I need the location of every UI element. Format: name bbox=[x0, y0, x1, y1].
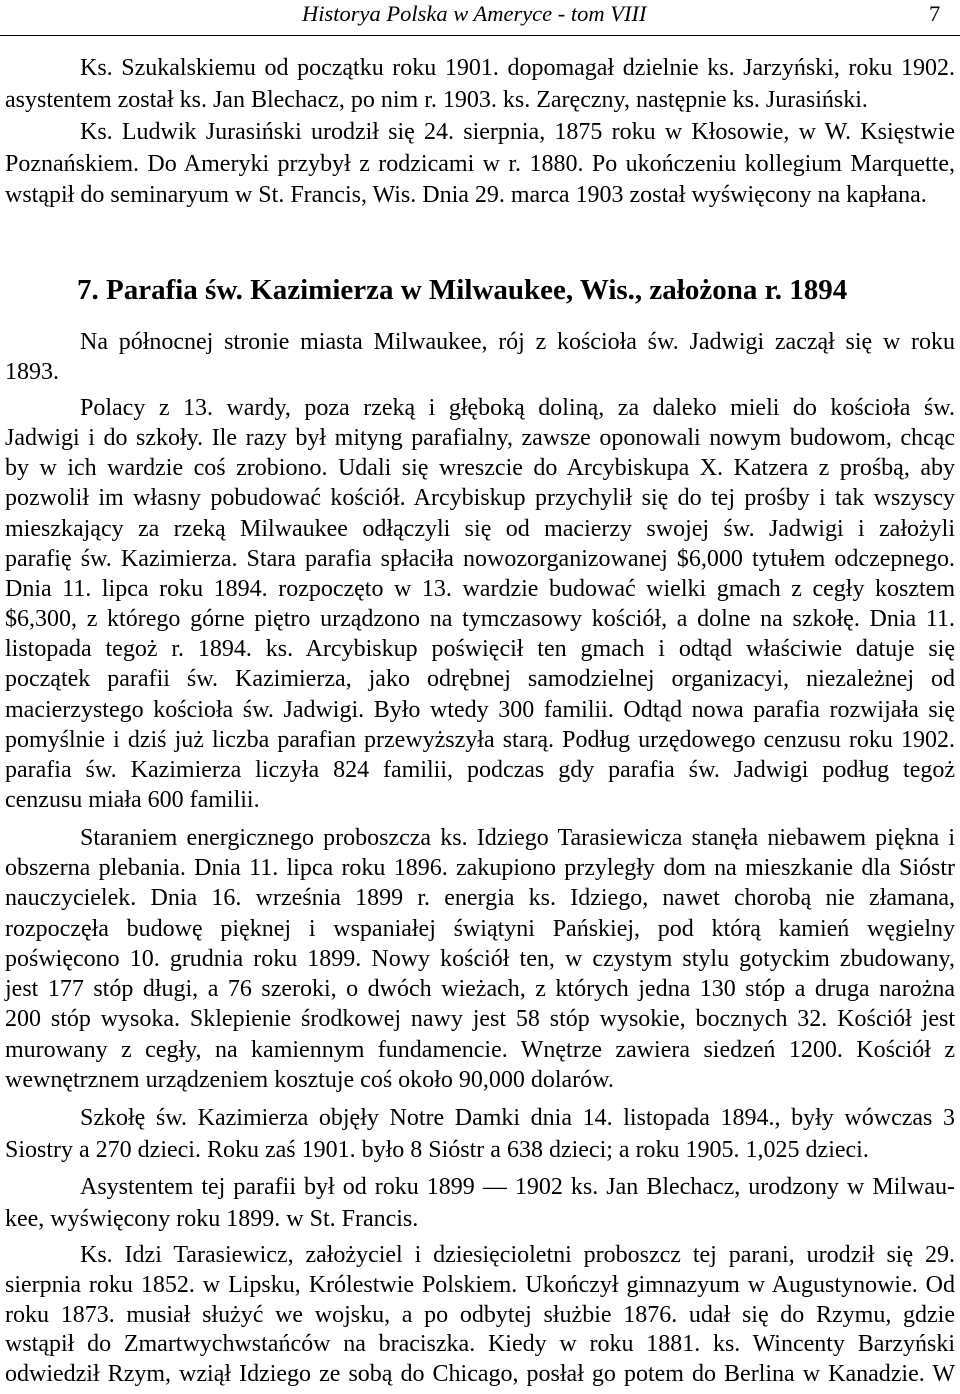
text-line: poświęcono 10. grudnia roku 1899. Nowy kościół ten, w czystym stylu gotyckim zbudowany, bbox=[5, 945, 955, 972]
text-line: Dnia 11. lipca roku 1894. rozpoczęto w 13. wardzie budować wielki gmach z cegły kosztem bbox=[5, 575, 955, 602]
text-line: 200 stóp wysoka. Sklepienie środkowej nawy jest 58 stóp wysokie, bocznych 32. Kościół jest bbox=[5, 1006, 955, 1033]
page-number: 7 bbox=[929, 1, 941, 26]
paragraph bbox=[5, 327, 955, 387]
paragraph bbox=[5, 393, 955, 815]
text-line: Szkołę św. Kazimierza objęły Notre Damki dnia 14. listopada 1894., były wówczas 3 bbox=[80, 1105, 955, 1131]
text-line: odwiedził Rzym, wziął Idziego ze sobą do Chicago, posłał go potem do Berlina w Kanadzie. W bbox=[5, 1361, 955, 1387]
text-line: Na północnej stronie miasta Milwaukee, rój z kościoła św. Jadwigi zaczął się w roku bbox=[80, 329, 955, 355]
text-line: Asystentem tej parafii był od roku 1899 — 1902 ks. Jan Blechacz, urodzony w Milwau- bbox=[80, 1174, 955, 1200]
text-line: początek parafii św. Kazimierza, jako odrębnej samodzielnej organizacyi, niezależnej od bbox=[5, 666, 955, 693]
text-line: wstąpił do Zmartwychwstańców na braciszka. Kiedy w roku 1881. ks. Wincenty Barzyński bbox=[5, 1331, 955, 1358]
text-line: Ks. Szukalskiemu od początku roku 1901. dopomagał dzielnie ks. Jarzyński, roku 1902. bbox=[80, 55, 955, 81]
text-line: Siostry a 270 dzieci. Roku zaś 1901. było 8 Sióstr a 638 dzieci; a roku 1905. 1,025 dzieci. bbox=[5, 1137, 869, 1163]
text-line: $6,300, z którego górne piętro urządzono na tymczasowy kościół, a dolne na szkołę. Dnia 11. bbox=[5, 606, 955, 633]
running-header-title: Historya Polska w Ameryce - tom VIII bbox=[302, 1, 647, 26]
text-line: parafię św. Kazimierza. Stara parafia spłaciła nowozorganizowanej $6,000 tytułem odczepnego. bbox=[5, 545, 955, 572]
text-line: jest 177 stóp długi, a 76 szeroki, o dwóch wieżach, z których jedna 130 stóp a druga narożna bbox=[5, 976, 955, 1003]
text-line: parafia św. Kazimierza liczyła 824 familii, podczas gdy parafia św. Jadwigi podług tegoż bbox=[5, 756, 955, 783]
text-line: Polacy z 13. wardy, poza rzeką i głęboką doliną, za daleko mieli do kościoła św. bbox=[80, 395, 955, 421]
text-line: Ks. Idzi Tarasiewicz, założyciel i dziesięcioletni proboszcz tej parani, urodził się 29. bbox=[80, 1242, 955, 1268]
text-line: obszerna plebania. Dnia 11. lipca roku 1896. zakupiono przyległy dom na mieszkanie dla Sióstr bbox=[5, 855, 955, 882]
section-heading: 7. Parafia św. Kazimierza w Milwaukee, Wis., założona r. 1894 bbox=[77, 274, 848, 306]
text-line: pozwolił im własny pobudować kościół. Arcybiskup przychylił się do tej prośby i tak wszyscy bbox=[5, 485, 955, 512]
text-line: by w ich wardzie coś zrobiono. Udali się wreszcie do Arcybiskupa X. Katzera z prośbą, aby bbox=[5, 455, 955, 482]
paragraph bbox=[5, 1171, 955, 1235]
text-line: cenzusu miała 600 familii. bbox=[5, 787, 260, 814]
paragraph bbox=[5, 1102, 955, 1166]
text-line: wewnętrznem urządzeniem kosztuje coś około 90,000 dolarów. bbox=[5, 1066, 614, 1093]
text-line: mieszkający za rzeką Milwaukee odłączyli się od macierzy swojej św. Jadwigi i założyli bbox=[5, 515, 955, 542]
text-line: Poznańskiem. Do Ameryki przybył z rodzicami w r. 1880. Po ukończeniu kollegium Marquette, bbox=[5, 150, 955, 177]
text-line: kee, wyświęcony roku 1899. w St. Francis. bbox=[5, 1206, 419, 1232]
text-line: macierzystego kościoła św. Jadwigi. Było wtedy 300 familii. Odtąd nowa parafia rozwijała się bbox=[5, 696, 955, 723]
text-line: pomyślnie i dziś już liczba parafian przewyższyła starą. Podług urzędowego cenzusu roku 1902. bbox=[5, 726, 955, 753]
paragraph bbox=[5, 1241, 955, 1390]
text-line: rozpoczęła budowę pięknej i wspaniałej świątyni Pańskiej, pod którą kamień węgielny bbox=[5, 915, 955, 942]
text-line: Ks. Ludwik Jurasiński urodził się 24. sierpnia, 1875 roku w Kłosowie, w W. Księstwie bbox=[80, 119, 955, 146]
paragraph bbox=[5, 823, 955, 1095]
header-rule bbox=[0, 35, 960, 36]
text-line: Staraniem energicznego proboszcza ks. Idziego Tarasiewicza stanęła niebawem piękna i bbox=[80, 824, 955, 851]
text-line: 1893. bbox=[5, 359, 59, 385]
text-line: murowany z cegły, na kamiennym fundamencie. Wnętrze zawiera siedzeń 1200. Kościół z bbox=[5, 1036, 955, 1063]
text-line: roku 1873. musiał służyć we wojsku, a po odbytej służbie 1876. udał się do Rzymu, gdzie bbox=[5, 1301, 955, 1328]
text-line: Jadwigi i do szkoły. Ile razy był mityng parafialny, zawsze oponowali nowym budowom, chcąc bbox=[5, 425, 955, 452]
text-line: listopada tegoż r. 1894. ks. Arcybiskup poświęcił ten gmach i odtąd właściwie datuje się bbox=[5, 636, 955, 663]
text-line: asystentem został ks. Jan Blechacz, po nim r. 1903. ks. Zaręczny, następnie ks. Jurasiński. bbox=[5, 87, 868, 113]
paragraph bbox=[5, 52, 955, 116]
text-line: nauczycielek. Dnia 16. września 1899 r. energia ks. Idziego, nawet chorobą nie złamana, bbox=[5, 885, 955, 912]
text-line: sierpnia roku 1852. w Lipsku, Królestwie Polskiem. Ukończył gimnazyum w Augustynowie. Od bbox=[5, 1271, 955, 1298]
paragraph bbox=[5, 117, 955, 212]
text-line: wstąpił do seminaryum w St. Francis, Wis. Dnia 29. marca 1903 został wyświęcony na kapłana. bbox=[5, 182, 927, 209]
